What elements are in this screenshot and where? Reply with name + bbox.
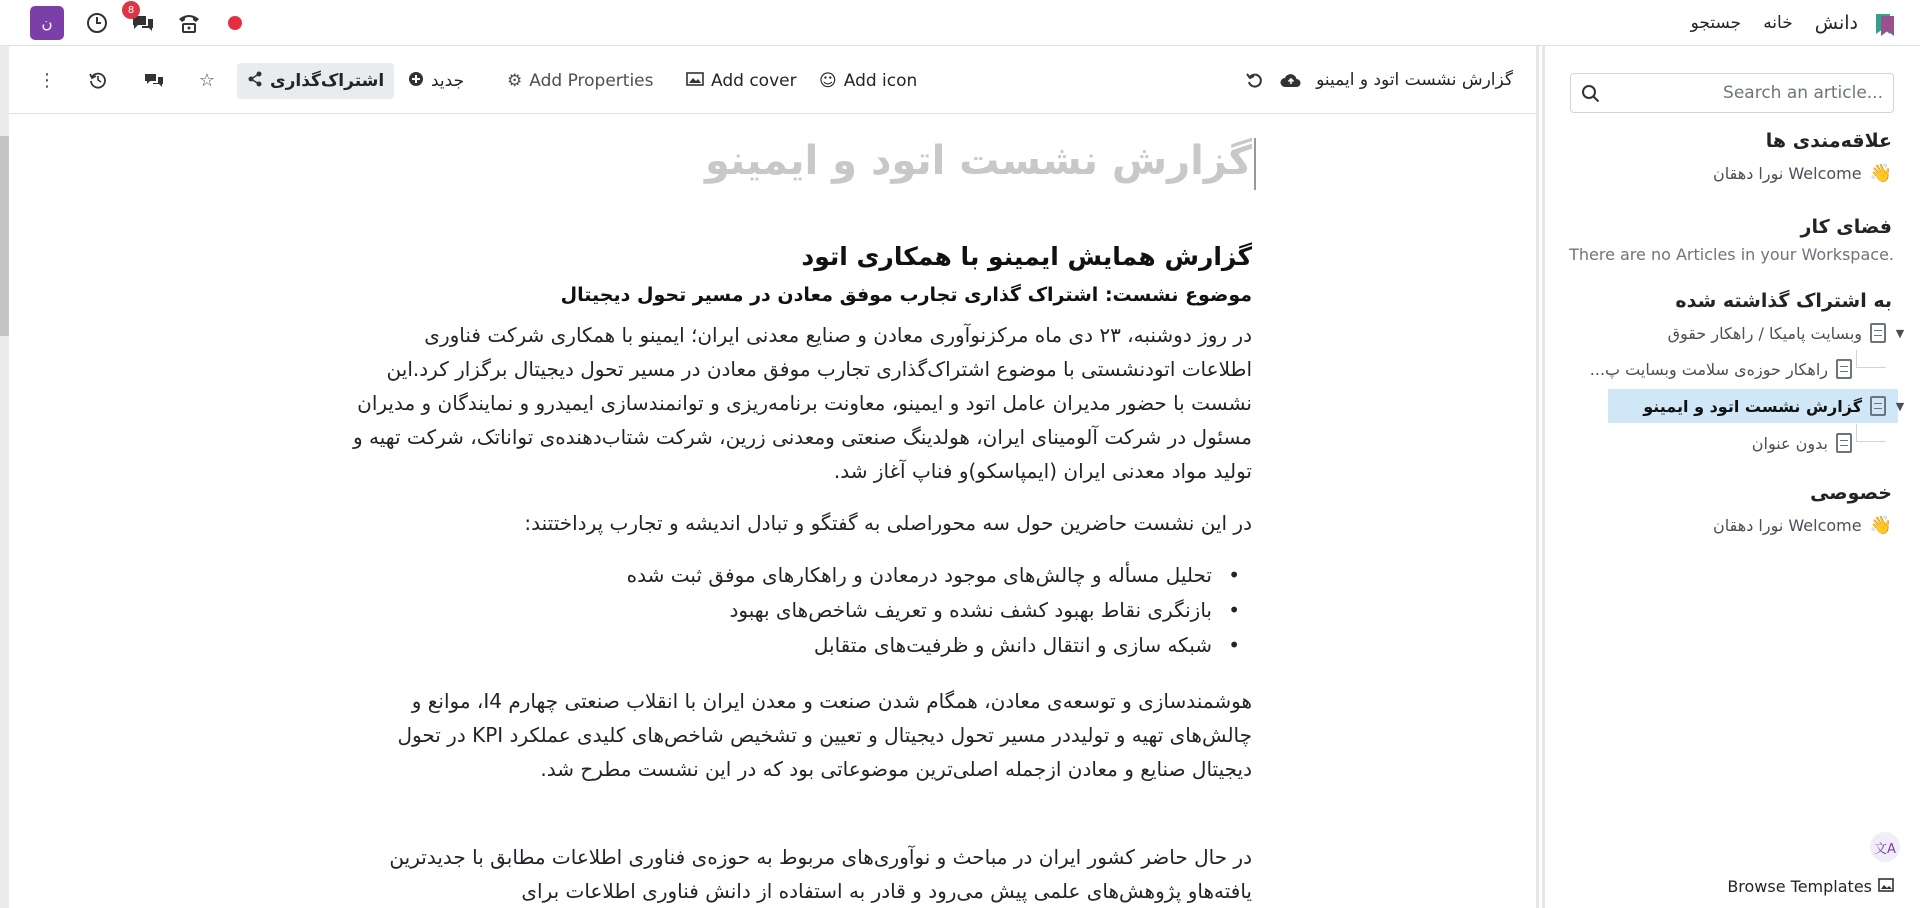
list-item: • شبکه سازی و انتقال دانش و ظرفیت‌های متقابل <box>352 628 1252 663</box>
share-icon <box>247 71 263 92</box>
left-scrollbar[interactable] <box>0 46 9 908</box>
shared-item-pamika[interactable]: ▼ وبسایت پامیکا / راهکار حقوق <box>1667 323 1905 343</box>
menu-item-home[interactable]: خانه <box>1763 13 1793 33</box>
article-paragraph-2: در این نشست حاضرین حول سه محوراصلی به گفتگو و تبادل اندیشه و تجارب پرداختتند: <box>524 511 1252 535</box>
document-icon <box>1870 323 1886 343</box>
browse-templates-button[interactable]: Browse Templates <box>1727 877 1894 896</box>
private-section-title[interactable]: خصوصی <box>1810 482 1892 504</box>
activity-clock-icon[interactable] <box>84 10 110 36</box>
caret-down-icon[interactable]: ▼ <box>1895 399 1905 413</box>
add-cover-button[interactable]: Add cover <box>676 63 807 99</box>
article-title[interactable]: گزارش نشست اتود و ایمینو <box>704 138 1252 184</box>
search-icon[interactable] <box>1581 84 1601 104</box>
scrollbar-thumb[interactable] <box>0 136 9 336</box>
comments-icon[interactable] <box>142 68 166 92</box>
list-item: • بازنگری نقاط بهبود کشف نشده و تعریف شاخص‌های بهبود <box>352 593 1252 628</box>
knowledge-sidebar <box>1542 46 1920 908</box>
discard-changes-icon[interactable] <box>1243 68 1267 92</box>
article-subheading: موضوع نشست: اشتراک گذاری تجارب موفق معادن در مسیر تحول دیجیتال <box>560 284 1252 306</box>
waving-hand-icon: 👋 <box>1869 162 1892 184</box>
tree-connector <box>1856 350 1886 368</box>
caret-down-icon[interactable]: ▼ <box>1895 326 1905 340</box>
cloud-save-icon[interactable] <box>1279 68 1303 92</box>
workspace-empty-message: There are no Articles in your Workspace. <box>1569 245 1894 264</box>
article-paragraph-1: در روز دوشنبه، ۲۳ دی ماه مرکزنوآوری معادن و صنایع معدنی ایران؛ ایمینو با همکاری شرکت فناوری اطلاعات اتودنشستی با موضوع اشتراک‌گذاری تجارب موفق معادن در مسیر تحول دیجیتال برگزار کرد.این نشست با حضور مدیران عامل اتود و ایمینو، معاونت برنامه‌ریزی و توانمندسازی ایمیدرو و نمایندگان و مدیران مسئول در شرکت آلومینای ایران، هولدینگ صنعتی ومعدنی زرین، شرکت شتاب‌دهنده‌ی تواناتک، شرکت تهیه و تولید مواد معدنی ایران (ایمپاسکو)و فناپ آغاز شد. <box>353 323 1252 483</box>
smile-icon: ☺ <box>819 71 837 91</box>
shared-item-current-article[interactable]: ▼ گزارش نشست اتود و ایمینو <box>1643 396 1905 416</box>
list-item: • تحلیل مسأله و چالش‌های موجود درمعادن و راهکارهای موفق ثبت شده <box>352 558 1252 593</box>
translate-widget-icon[interactable]: 文A <box>1870 832 1900 862</box>
document-icon <box>1836 433 1852 453</box>
new-article-button[interactable]: جدید <box>398 63 474 99</box>
article-search-input[interactable] <box>1613 74 1883 112</box>
article-breadcrumb: گزارش نشست اتود و ایمینو <box>1316 70 1513 90</box>
article-paragraph-3: هوشمندسازی و توسعه‌ی معادن، همگام شدن صنعت و معدن ایران با انقلاب صنعتی چهارم I4، موانع و چالش‌های تهیه و تولیددر مسیر تحول دیجیتال و تعیین و تشخیص شاخص‌های کلیدی عملکرد KPI در تحول دیجیتال صنایع و معادن ازجمله اصلی‌ترین موضوعاتی بود که در این نشست مطرح شد. <box>397 689 1252 781</box>
phone-icon[interactable] <box>176 10 202 36</box>
favorites-item-welcome[interactable]: 👋 Welcome نورا دهقان <box>1713 162 1892 184</box>
share-button[interactable]: اشتراک‌گذاری <box>237 63 394 99</box>
favorites-section-title[interactable]: علاقه‌مندی ها <box>1765 130 1892 152</box>
menu-item-search[interactable]: جستجو <box>1690 13 1742 33</box>
shared-item-untitled[interactable]: بدون عنوان <box>1752 426 1852 460</box>
favorite-star-icon[interactable]: ☆ <box>198 69 216 91</box>
article-paragraph-4: در حال حاضر کشور ایران در مباحث و نوآوری‌های مربوط به حوزه‌ی فناوری اطلاعات مطابق با جدیدترین یافته‌هاو پژوهش‌های علمی پیش می‌رود و قادر به استفاده از دانش فناوری اطلاعات برای <box>389 845 1252 903</box>
shared-section-title[interactable]: به اشتراک گذاشته شده <box>1675 290 1892 312</box>
document-icon <box>1870 396 1886 416</box>
more-options-icon[interactable]: ⋮ <box>38 69 56 91</box>
waving-hand-icon: 👋 <box>1869 514 1892 536</box>
template-image-icon <box>1878 877 1894 896</box>
workspace-section-title[interactable]: فضای کار <box>1800 216 1892 238</box>
user-avatar[interactable]: ن <box>30 6 64 40</box>
knowledge-app-logo-icon[interactable] <box>1874 12 1896 38</box>
document-icon <box>1836 359 1852 379</box>
history-icon[interactable] <box>86 68 110 92</box>
article-toolbar <box>9 46 1539 114</box>
chat-badge: 8 <box>122 1 140 19</box>
text-cursor <box>1254 138 1256 190</box>
add-properties-button[interactable]: ⚙ Add Properties <box>507 71 654 91</box>
article-body[interactable] <box>9 114 1539 908</box>
systray <box>30 0 248 46</box>
image-icon <box>686 71 704 91</box>
article-bullet-list <box>352 558 1252 663</box>
article-search-box[interactable] <box>1570 73 1894 113</box>
main-menu <box>1691 0 1858 46</box>
chat-messages-icon[interactable] <box>127 4 156 36</box>
add-icon-button[interactable]: ☺ Add icon <box>819 71 918 91</box>
tree-connector <box>1856 424 1886 442</box>
plus-circle-icon <box>408 71 424 92</box>
private-item-welcome[interactable]: 👋 Welcome نورا دهقان <box>1713 514 1892 536</box>
shared-item-health[interactable]: راهکار حوزه‌ی سلامت وبسایت پ... <box>1590 352 1852 386</box>
article-heading: گزارش همایش ایمینو با همکاری اتود <box>801 242 1252 271</box>
recording-indicator-icon[interactable] <box>222 10 248 36</box>
top-navbar <box>0 0 1920 46</box>
app-name-link[interactable]: دانش <box>1814 12 1858 34</box>
gears-icon: ⚙ <box>507 71 523 91</box>
